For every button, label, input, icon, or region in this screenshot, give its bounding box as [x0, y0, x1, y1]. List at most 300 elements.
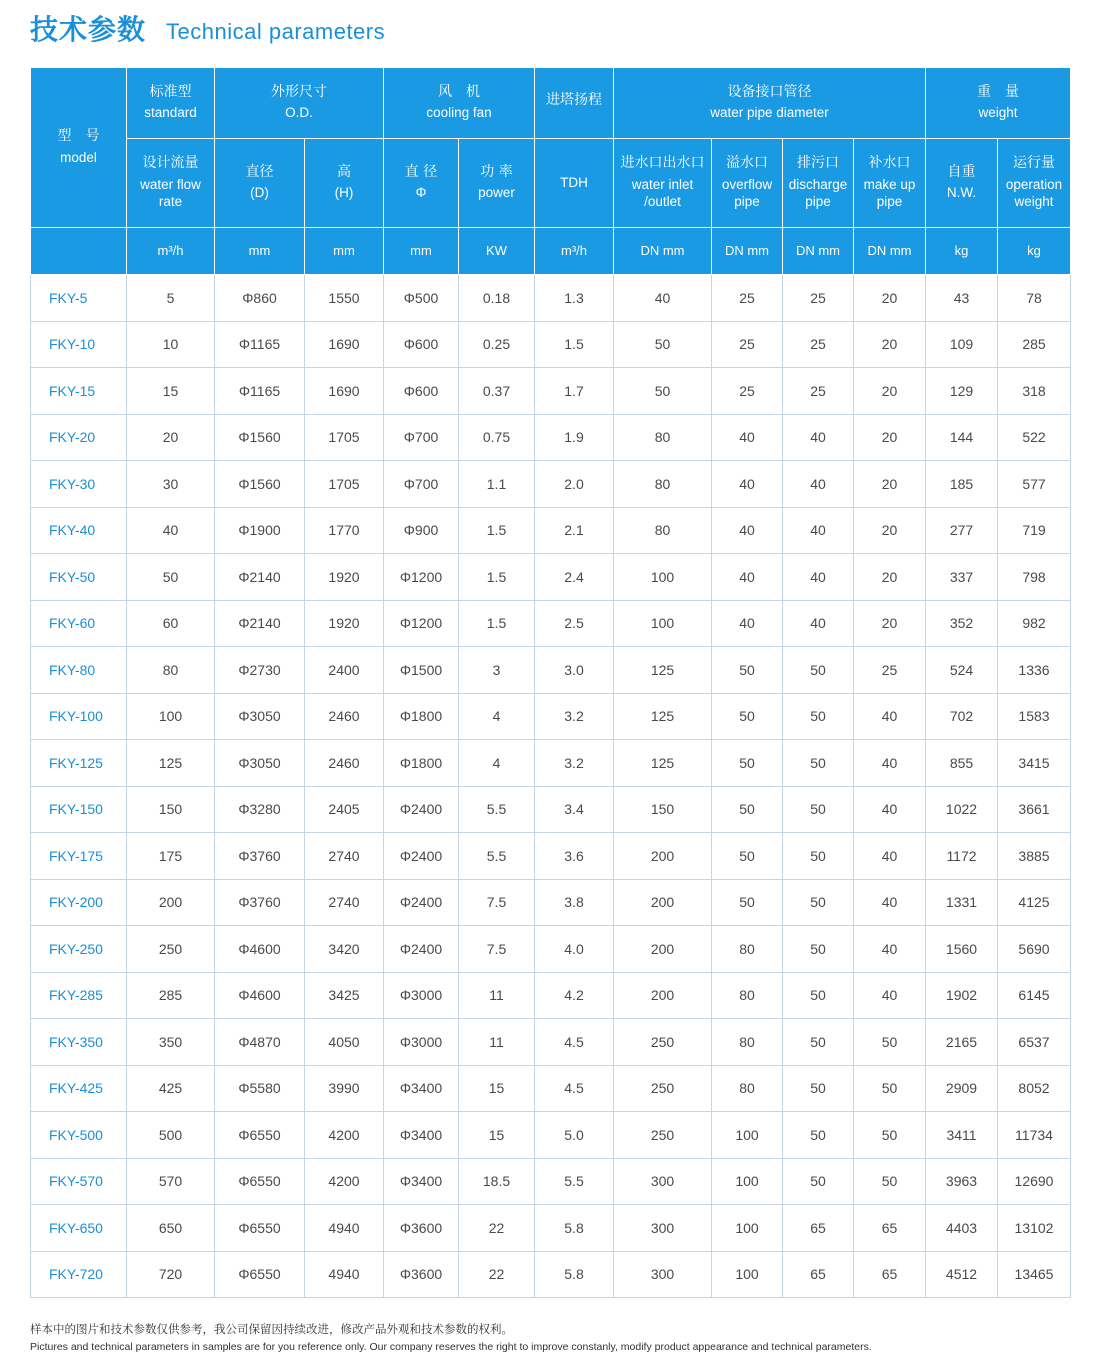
table-cell: 500: [127, 1112, 215, 1159]
table-cell: 125: [614, 693, 712, 740]
table-cell: 13102: [998, 1205, 1071, 1252]
table-cell: 6537: [998, 1019, 1071, 1066]
table-cell: 100: [614, 554, 712, 601]
model-cell: FKY-50: [31, 554, 127, 601]
table-cell: 300: [614, 1251, 712, 1298]
table-cell: Φ3400: [384, 1065, 459, 1112]
model-cell: FKY-80: [31, 647, 127, 694]
table-cell: Φ3000: [384, 1019, 459, 1066]
table-cell: 6145: [998, 972, 1071, 1019]
table-cell: 522: [998, 414, 1071, 461]
page-title: [30, 8, 385, 52]
table-cell: 1.5: [535, 321, 614, 368]
table-cell: 524: [926, 647, 998, 694]
table-cell: 5.8: [535, 1251, 614, 1298]
table-cell: Φ3600: [384, 1205, 459, 1252]
table-cell: Φ2140: [215, 600, 305, 647]
table-cell: 1920: [305, 600, 384, 647]
table-cell: 20: [854, 321, 926, 368]
table-cell: 40: [712, 414, 783, 461]
header-unit-height: mm: [305, 228, 384, 275]
table-cell: Φ3050: [215, 693, 305, 740]
table-cell: 1902: [926, 972, 998, 1019]
table-row: [31, 507, 1071, 554]
table-cell: 20: [854, 600, 926, 647]
table-cell: Φ3600: [384, 1251, 459, 1298]
table-cell: 65: [854, 1251, 926, 1298]
table-cell: Φ600: [384, 368, 459, 415]
table-cell: 80: [712, 972, 783, 1019]
table-cell: 30: [127, 461, 215, 508]
table-cell: 185: [926, 461, 998, 508]
header-net-weight: 自重 N.W.: [926, 139, 998, 228]
table-cell: 50: [783, 1158, 854, 1205]
table-cell: 50: [783, 786, 854, 833]
table-row: [31, 600, 1071, 647]
table-cell: 20: [854, 275, 926, 322]
table-cell: 25: [783, 368, 854, 415]
table-cell: 719: [998, 507, 1071, 554]
table-cell: 11734: [998, 1112, 1071, 1159]
table-row: [31, 693, 1071, 740]
table-cell: 20: [854, 368, 926, 415]
header-unit-flow: m³/h: [127, 228, 215, 275]
table-cell: 0.18: [459, 275, 535, 322]
table-cell: 40: [127, 507, 215, 554]
table-cell: 3: [459, 647, 535, 694]
table-cell: 337: [926, 554, 998, 601]
table-cell: 982: [998, 600, 1071, 647]
table-cell: 577: [998, 461, 1071, 508]
model-cell: FKY-15: [31, 368, 127, 415]
table-cell: 80: [712, 1065, 783, 1112]
table-cell: 4403: [926, 1205, 998, 1252]
table-cell: Φ6550: [215, 1205, 305, 1252]
table-cell: 570: [127, 1158, 215, 1205]
table-cell: 40: [614, 275, 712, 322]
table-cell: 650: [127, 1205, 215, 1252]
header-outer-dimensions: 外形尺寸 O.D.: [215, 68, 384, 139]
table-cell: Φ700: [384, 461, 459, 508]
table-cell: 5690: [998, 926, 1071, 973]
table-cell: Φ2400: [384, 833, 459, 880]
table-cell: 7.5: [459, 879, 535, 926]
table-cell: 3420: [305, 926, 384, 973]
table-cell: 50: [854, 1019, 926, 1066]
table-cell: 40: [854, 786, 926, 833]
table-cell: 175: [127, 833, 215, 880]
table-cell: 25: [712, 321, 783, 368]
model-cell: FKY-720: [31, 1251, 127, 1298]
table-cell: 2.4: [535, 554, 614, 601]
table-cell: Φ2730: [215, 647, 305, 694]
table-cell: Φ2140: [215, 554, 305, 601]
table-cell: 78: [998, 275, 1071, 322]
table-cell: Φ1200: [384, 600, 459, 647]
header-weight: 重 量 weight: [926, 68, 1071, 139]
header-tdh-cn: 进塔扬程: [535, 68, 614, 139]
model-cell: FKY-500: [31, 1112, 127, 1159]
table-row: [31, 275, 1071, 322]
table-cell: 25: [854, 647, 926, 694]
table-cell: 65: [854, 1205, 926, 1252]
table-row: [31, 554, 1071, 601]
header-unit-overflow: DN mm: [712, 228, 783, 275]
model-cell: FKY-570: [31, 1158, 127, 1205]
table-cell: 50: [783, 1112, 854, 1159]
table-cell: 3.4: [535, 786, 614, 833]
table-cell: 0.75: [459, 414, 535, 461]
table-cell: 3415: [998, 740, 1071, 787]
table-header: [31, 68, 1071, 275]
table-row: [31, 368, 1071, 415]
table-cell: 1705: [305, 461, 384, 508]
table-cell: 50: [614, 368, 712, 415]
footnote: [30, 1320, 1070, 1356]
model-cell: FKY-250: [31, 926, 127, 973]
table-cell: 50: [614, 321, 712, 368]
table-row: [31, 414, 1071, 461]
table-cell: Φ3400: [384, 1158, 459, 1205]
table-row: [31, 321, 1071, 368]
table-cell: 50: [783, 693, 854, 740]
table-cell: 100: [712, 1158, 783, 1205]
table-cell: 5: [127, 275, 215, 322]
table-cell: 10: [127, 321, 215, 368]
table-cell: 100: [127, 693, 215, 740]
table-cell: 125: [127, 740, 215, 787]
table-cell: 40: [712, 507, 783, 554]
header-fan-diameter: 直 径 Φ: [384, 139, 459, 228]
table-cell: 40: [854, 693, 926, 740]
header-unit-op: kg: [998, 228, 1071, 275]
header-unit-nw: kg: [926, 228, 998, 275]
table-cell: 15: [459, 1112, 535, 1159]
table-row: [31, 1158, 1071, 1205]
table-cell: 4.5: [535, 1065, 614, 1112]
table-cell: 1.9: [535, 414, 614, 461]
table-cell: 125: [614, 740, 712, 787]
header-overflow-pipe: 溢水口 overflow pipe: [712, 139, 783, 228]
table-cell: 50: [854, 1112, 926, 1159]
table-cell: 22: [459, 1205, 535, 1252]
table-cell: 15: [459, 1065, 535, 1112]
table-cell: 1.5: [459, 507, 535, 554]
header-unit-inlet: DN mm: [614, 228, 712, 275]
table-cell: 798: [998, 554, 1071, 601]
table-cell: Φ900: [384, 507, 459, 554]
table-cell: 1172: [926, 833, 998, 880]
table-cell: 50: [712, 833, 783, 880]
header-height: 高 (H): [305, 139, 384, 228]
table-cell: Φ3760: [215, 833, 305, 880]
table-cell: 50: [783, 833, 854, 880]
table-cell: 40: [783, 507, 854, 554]
header-discharge-pipe: 排污口 discharge pipe: [783, 139, 854, 228]
table-cell: 40: [854, 740, 926, 787]
table-cell: 1.1: [459, 461, 535, 508]
table-cell: 4.2: [535, 972, 614, 1019]
table-cell: 50: [712, 693, 783, 740]
table-cell: 5.5: [459, 786, 535, 833]
table-cell: 200: [127, 879, 215, 926]
model-cell: FKY-40: [31, 507, 127, 554]
table-cell: 50: [127, 554, 215, 601]
table-row: [31, 972, 1071, 1019]
table-cell: 4: [459, 693, 535, 740]
table-cell: Φ1900: [215, 507, 305, 554]
table-cell: 2400: [305, 647, 384, 694]
page-title-cn: 技术参数: [30, 13, 147, 46]
table-cell: 25: [783, 275, 854, 322]
table-cell: 40: [712, 600, 783, 647]
header-tdh-en: TDH: [535, 139, 614, 228]
table-cell: 20: [854, 461, 926, 508]
table-cell: 15: [127, 368, 215, 415]
table-row: [31, 879, 1071, 926]
table-cell: 25: [712, 275, 783, 322]
table-cell: Φ6550: [215, 1158, 305, 1205]
table-cell: Φ2400: [384, 879, 459, 926]
table-cell: 50: [783, 1019, 854, 1066]
table-cell: 2460: [305, 693, 384, 740]
table-cell: Φ3280: [215, 786, 305, 833]
model-cell: FKY-20: [31, 414, 127, 461]
header-cooling-fan: 风 机 cooling fan: [384, 68, 535, 139]
table-row: [31, 461, 1071, 508]
table-cell: 2740: [305, 879, 384, 926]
table-row: [31, 740, 1071, 787]
table-cell: 100: [712, 1205, 783, 1252]
table-cell: 60: [127, 600, 215, 647]
table-cell: 40: [712, 461, 783, 508]
table-row: [31, 1251, 1071, 1298]
table-cell: 40: [783, 554, 854, 601]
table-body: [31, 275, 1071, 1298]
technical-parameters-table: [30, 67, 1071, 1298]
table-cell: Φ1200: [384, 554, 459, 601]
table-cell: Φ1165: [215, 368, 305, 415]
header-water-flow: 设计流量 water flow rate: [127, 139, 215, 228]
table-cell: 0.25: [459, 321, 535, 368]
table-cell: 4512: [926, 1251, 998, 1298]
table-cell: 285: [127, 972, 215, 1019]
table-cell: 5.8: [535, 1205, 614, 1252]
model-cell: FKY-10: [31, 321, 127, 368]
table-cell: 125: [614, 647, 712, 694]
table-cell: 200: [614, 926, 712, 973]
footnote-cn: 样本中的图片和技术参数仅供参考，我公司保留因持续改进，修改产品外观和技术参数的权利。: [30, 1322, 513, 1336]
table-cell: 40: [854, 879, 926, 926]
table-cell: 129: [926, 368, 998, 415]
model-cell: FKY-425: [31, 1065, 127, 1112]
table-cell: Φ1165: [215, 321, 305, 368]
table-cell: 20: [854, 554, 926, 601]
table-cell: 80: [712, 1019, 783, 1066]
table-cell: 4: [459, 740, 535, 787]
table-cell: 3.6: [535, 833, 614, 880]
table-cell: Φ1800: [384, 740, 459, 787]
page-title-en: Technical parameters: [166, 19, 386, 44]
table-cell: Φ500: [384, 275, 459, 322]
table-cell: Φ4600: [215, 972, 305, 1019]
table-cell: 50: [712, 647, 783, 694]
table-cell: Φ3400: [384, 1112, 459, 1159]
table-cell: 2405: [305, 786, 384, 833]
table-cell: 4940: [305, 1205, 384, 1252]
table-cell: 50: [783, 1065, 854, 1112]
table-cell: Φ2400: [384, 926, 459, 973]
table-cell: 40: [854, 972, 926, 1019]
table-cell: 3.2: [535, 693, 614, 740]
table-row: [31, 1019, 1071, 1066]
table-cell: 11: [459, 972, 535, 1019]
table-row: [31, 1205, 1071, 1252]
table-cell: 1583: [998, 693, 1071, 740]
table-cell: 1336: [998, 647, 1071, 694]
table-cell: 2460: [305, 740, 384, 787]
table-cell: Φ2400: [384, 786, 459, 833]
table-cell: 100: [712, 1112, 783, 1159]
table-cell: 300: [614, 1158, 712, 1205]
table-cell: 20: [854, 414, 926, 461]
table-cell: 50: [783, 926, 854, 973]
table-cell: 65: [783, 1251, 854, 1298]
table-cell: 1770: [305, 507, 384, 554]
table-cell: 100: [712, 1251, 783, 1298]
table-cell: 2740: [305, 833, 384, 880]
table-cell: 13465: [998, 1251, 1071, 1298]
table-cell: 40: [783, 414, 854, 461]
table-cell: 5.0: [535, 1112, 614, 1159]
model-cell: FKY-285: [31, 972, 127, 1019]
table-cell: 20: [127, 414, 215, 461]
table-cell: 350: [127, 1019, 215, 1066]
table-cell: 2165: [926, 1019, 998, 1066]
table-cell: 3990: [305, 1065, 384, 1112]
table-cell: 40: [854, 926, 926, 973]
table-cell: 1690: [305, 321, 384, 368]
table-cell: 3963: [926, 1158, 998, 1205]
table-cell: 3425: [305, 972, 384, 1019]
table-cell: 1.3: [535, 275, 614, 322]
table-cell: 1.7: [535, 368, 614, 415]
table-cell: Φ4600: [215, 926, 305, 973]
table-cell: 200: [614, 833, 712, 880]
table-cell: Φ1800: [384, 693, 459, 740]
model-cell: FKY-125: [31, 740, 127, 787]
table-cell: 50: [854, 1158, 926, 1205]
table-cell: 277: [926, 507, 998, 554]
table-cell: Φ3050: [215, 740, 305, 787]
table-cell: 3885: [998, 833, 1071, 880]
table-cell: 1705: [305, 414, 384, 461]
model-cell: FKY-100: [31, 693, 127, 740]
model-cell: FKY-150: [31, 786, 127, 833]
table-cell: 200: [614, 972, 712, 1019]
table-cell: 2909: [926, 1065, 998, 1112]
header-unit-tdh: m³/h: [535, 228, 614, 275]
model-cell: FKY-30: [31, 461, 127, 508]
table-cell: 40: [712, 554, 783, 601]
table-cell: 250: [614, 1019, 712, 1066]
table-cell: 50: [854, 1065, 926, 1112]
table-cell: 22: [459, 1251, 535, 1298]
table-row: [31, 647, 1071, 694]
table-cell: 25: [783, 321, 854, 368]
model-cell: FKY-650: [31, 1205, 127, 1252]
table-cell: 150: [614, 786, 712, 833]
table-cell: 2.1: [535, 507, 614, 554]
table-cell: 720: [127, 1251, 215, 1298]
table-cell: 11: [459, 1019, 535, 1066]
table-cell: 318: [998, 368, 1071, 415]
table-cell: 4200: [305, 1158, 384, 1205]
table-cell: 43: [926, 275, 998, 322]
table-cell: 1690: [305, 368, 384, 415]
table-cell: Φ1560: [215, 414, 305, 461]
header-unit-discharge: DN mm: [783, 228, 854, 275]
table-cell: 12690: [998, 1158, 1071, 1205]
table-cell: 2.0: [535, 461, 614, 508]
header-diameter: 直径 (D): [215, 139, 305, 228]
table-cell: 40: [783, 461, 854, 508]
header-standard: 标准型 standard: [127, 68, 215, 139]
table-cell: 80: [712, 926, 783, 973]
table-cell: 250: [614, 1112, 712, 1159]
table-row: [31, 833, 1071, 880]
header-makeup-pipe: 补水口 make up pipe: [854, 139, 926, 228]
table-cell: 50: [783, 972, 854, 1019]
table-cell: Φ5580: [215, 1065, 305, 1112]
table-cell: Φ700: [384, 414, 459, 461]
table-cell: 3.8: [535, 879, 614, 926]
table-cell: 200: [614, 879, 712, 926]
table-cell: 1550: [305, 275, 384, 322]
table-row: [31, 786, 1071, 833]
table-cell: 7.5: [459, 926, 535, 973]
header-unit-blank: [31, 228, 127, 275]
table-cell: 80: [614, 461, 712, 508]
table-cell: Φ860: [215, 275, 305, 322]
table-cell: 109: [926, 321, 998, 368]
table-cell: 4.5: [535, 1019, 614, 1066]
table-cell: 425: [127, 1065, 215, 1112]
model-cell: FKY-200: [31, 879, 127, 926]
table-cell: 250: [614, 1065, 712, 1112]
table-cell: Φ3000: [384, 972, 459, 1019]
table-cell: 3.0: [535, 647, 614, 694]
model-cell: FKY-5: [31, 275, 127, 322]
table-cell: 50: [712, 879, 783, 926]
table-cell: 8052: [998, 1065, 1071, 1112]
table-cell: Φ1500: [384, 647, 459, 694]
table-cell: 285: [998, 321, 1071, 368]
table-cell: Φ3760: [215, 879, 305, 926]
table-cell: 1920: [305, 554, 384, 601]
table-cell: 65: [783, 1205, 854, 1252]
table-cell: 855: [926, 740, 998, 787]
table-cell: Φ4870: [215, 1019, 305, 1066]
table-cell: 5.5: [459, 833, 535, 880]
table-cell: 150: [127, 786, 215, 833]
footnote-en: Pictures and technical parameters in samples are for you reference only. Our company reserves the right to improve constanly, modify product appearance and technical parameters.: [30, 1341, 872, 1353]
table-cell: 0.37: [459, 368, 535, 415]
table-cell: 18.5: [459, 1158, 535, 1205]
table-cell: 50: [712, 786, 783, 833]
table-cell: Φ6550: [215, 1251, 305, 1298]
model-cell: FKY-60: [31, 600, 127, 647]
